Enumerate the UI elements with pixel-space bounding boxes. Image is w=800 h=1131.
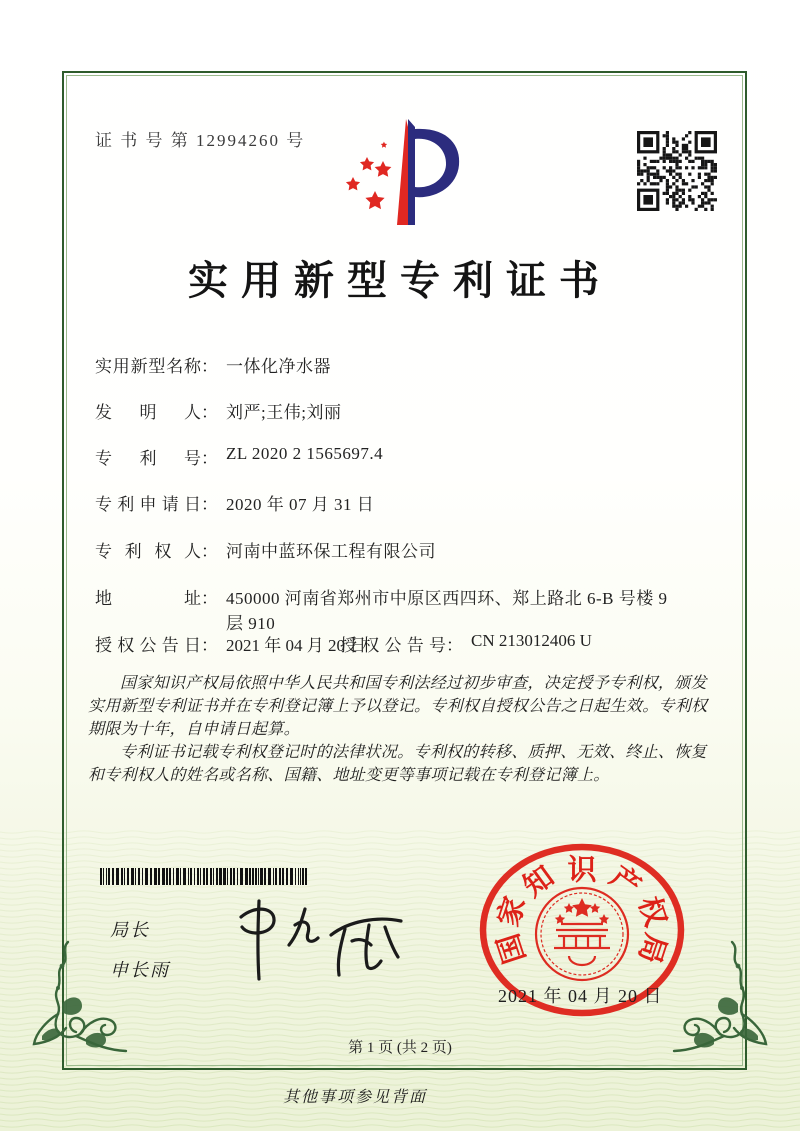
field-label: 专利权人 (95, 542, 201, 561)
svg-text:知: 知 (517, 860, 561, 904)
legal-text-block (88, 672, 712, 787)
field-colon: ： (201, 589, 218, 608)
svg-text:产: 产 (603, 860, 647, 904)
certificate-number: 证 书 号 第 12994260 号 (95, 131, 306, 150)
field-label: 专利申请日 (95, 495, 201, 514)
field-label: 地址 (95, 589, 201, 608)
cnipa-logo (335, 113, 475, 233)
grant-number-value: CN 213012406 U (471, 631, 592, 650)
field-row-patentee (95, 537, 755, 562)
grant-number-group (340, 631, 592, 656)
svg-text:权: 权 (632, 892, 672, 931)
signature-image (225, 891, 425, 983)
field-value: 刘严;王伟;刘丽 (226, 403, 342, 422)
seal-date: 2021 年 04 月 20 日 (498, 986, 663, 1006)
field-colon: ： (201, 495, 218, 514)
field-label: 发明人 (95, 403, 201, 422)
field-value: ZL 2020 2 1565697.4 (226, 444, 384, 463)
barcode (100, 868, 310, 885)
body-paragraph-1: 国家知识产权局依照中华人民共和国专利法经过初步审查，决定授予专利权，颁发实用新型专利证书并在专利登记簿上予以登记。专利权自授权公告之日起生效。专利权期限为十年，自申请日起算。 (88, 675, 708, 738)
field-row-address (95, 584, 755, 634)
field-row-inventors (95, 398, 755, 423)
svg-text:局: 局 (632, 929, 672, 968)
logo-p-shape (397, 119, 459, 225)
page-title: 实用新型专利证书 (188, 258, 612, 303)
national-emblem (536, 888, 628, 980)
field-colon: ： (446, 636, 463, 655)
director-name: 申长雨 (110, 960, 170, 980)
field-colon: ： (201, 403, 218, 422)
field-colon: ： (201, 357, 218, 376)
body-paragraph-2: 专利证书记载专利权登记时的法律状况。专利权的转移、质押、无效、终止、恢复和专利权人的姓名或名称、国籍、地址变更等事项记载在专利登记簿上。 (88, 744, 707, 784)
field-row-grant (95, 631, 755, 656)
svg-text:家: 家 (492, 892, 532, 931)
field-label: 授权公告号 (340, 636, 446, 655)
page-number: 第 1 页 (共 2 页) (348, 1040, 452, 1056)
field-label: 授权公告日 (95, 636, 201, 655)
director-title: 局长 (110, 920, 150, 940)
logo-stars (346, 142, 392, 210)
field-label: 实用新型名称 (95, 357, 201, 376)
grant-date-value: 2021 年 04 月 20 日 (226, 636, 367, 655)
field-value: 2020 年 07 月 31 日 (226, 495, 375, 514)
svg-text:识: 识 (567, 854, 597, 887)
field-value: 一体化净水器 (226, 357, 331, 376)
svg-text:国: 国 (492, 929, 532, 968)
field-colon: ： (201, 449, 218, 468)
qr-code (637, 131, 717, 211)
back-note: 其他事项参见背面 (282, 1089, 427, 1106)
field-row-patent-number (95, 444, 755, 469)
field-label: 专利号 (95, 449, 201, 468)
field-colon: ： (201, 636, 218, 655)
field-row-filing-date (95, 490, 755, 515)
field-value: 河南中蓝环保工程有限公司 (226, 542, 436, 561)
field-colon: ： (201, 542, 218, 561)
field-value: 450000 河南省郑州市中原区西四环、郑上路北 6-B 号楼 9 层 910 (226, 589, 668, 633)
field-row-name (95, 352, 755, 377)
